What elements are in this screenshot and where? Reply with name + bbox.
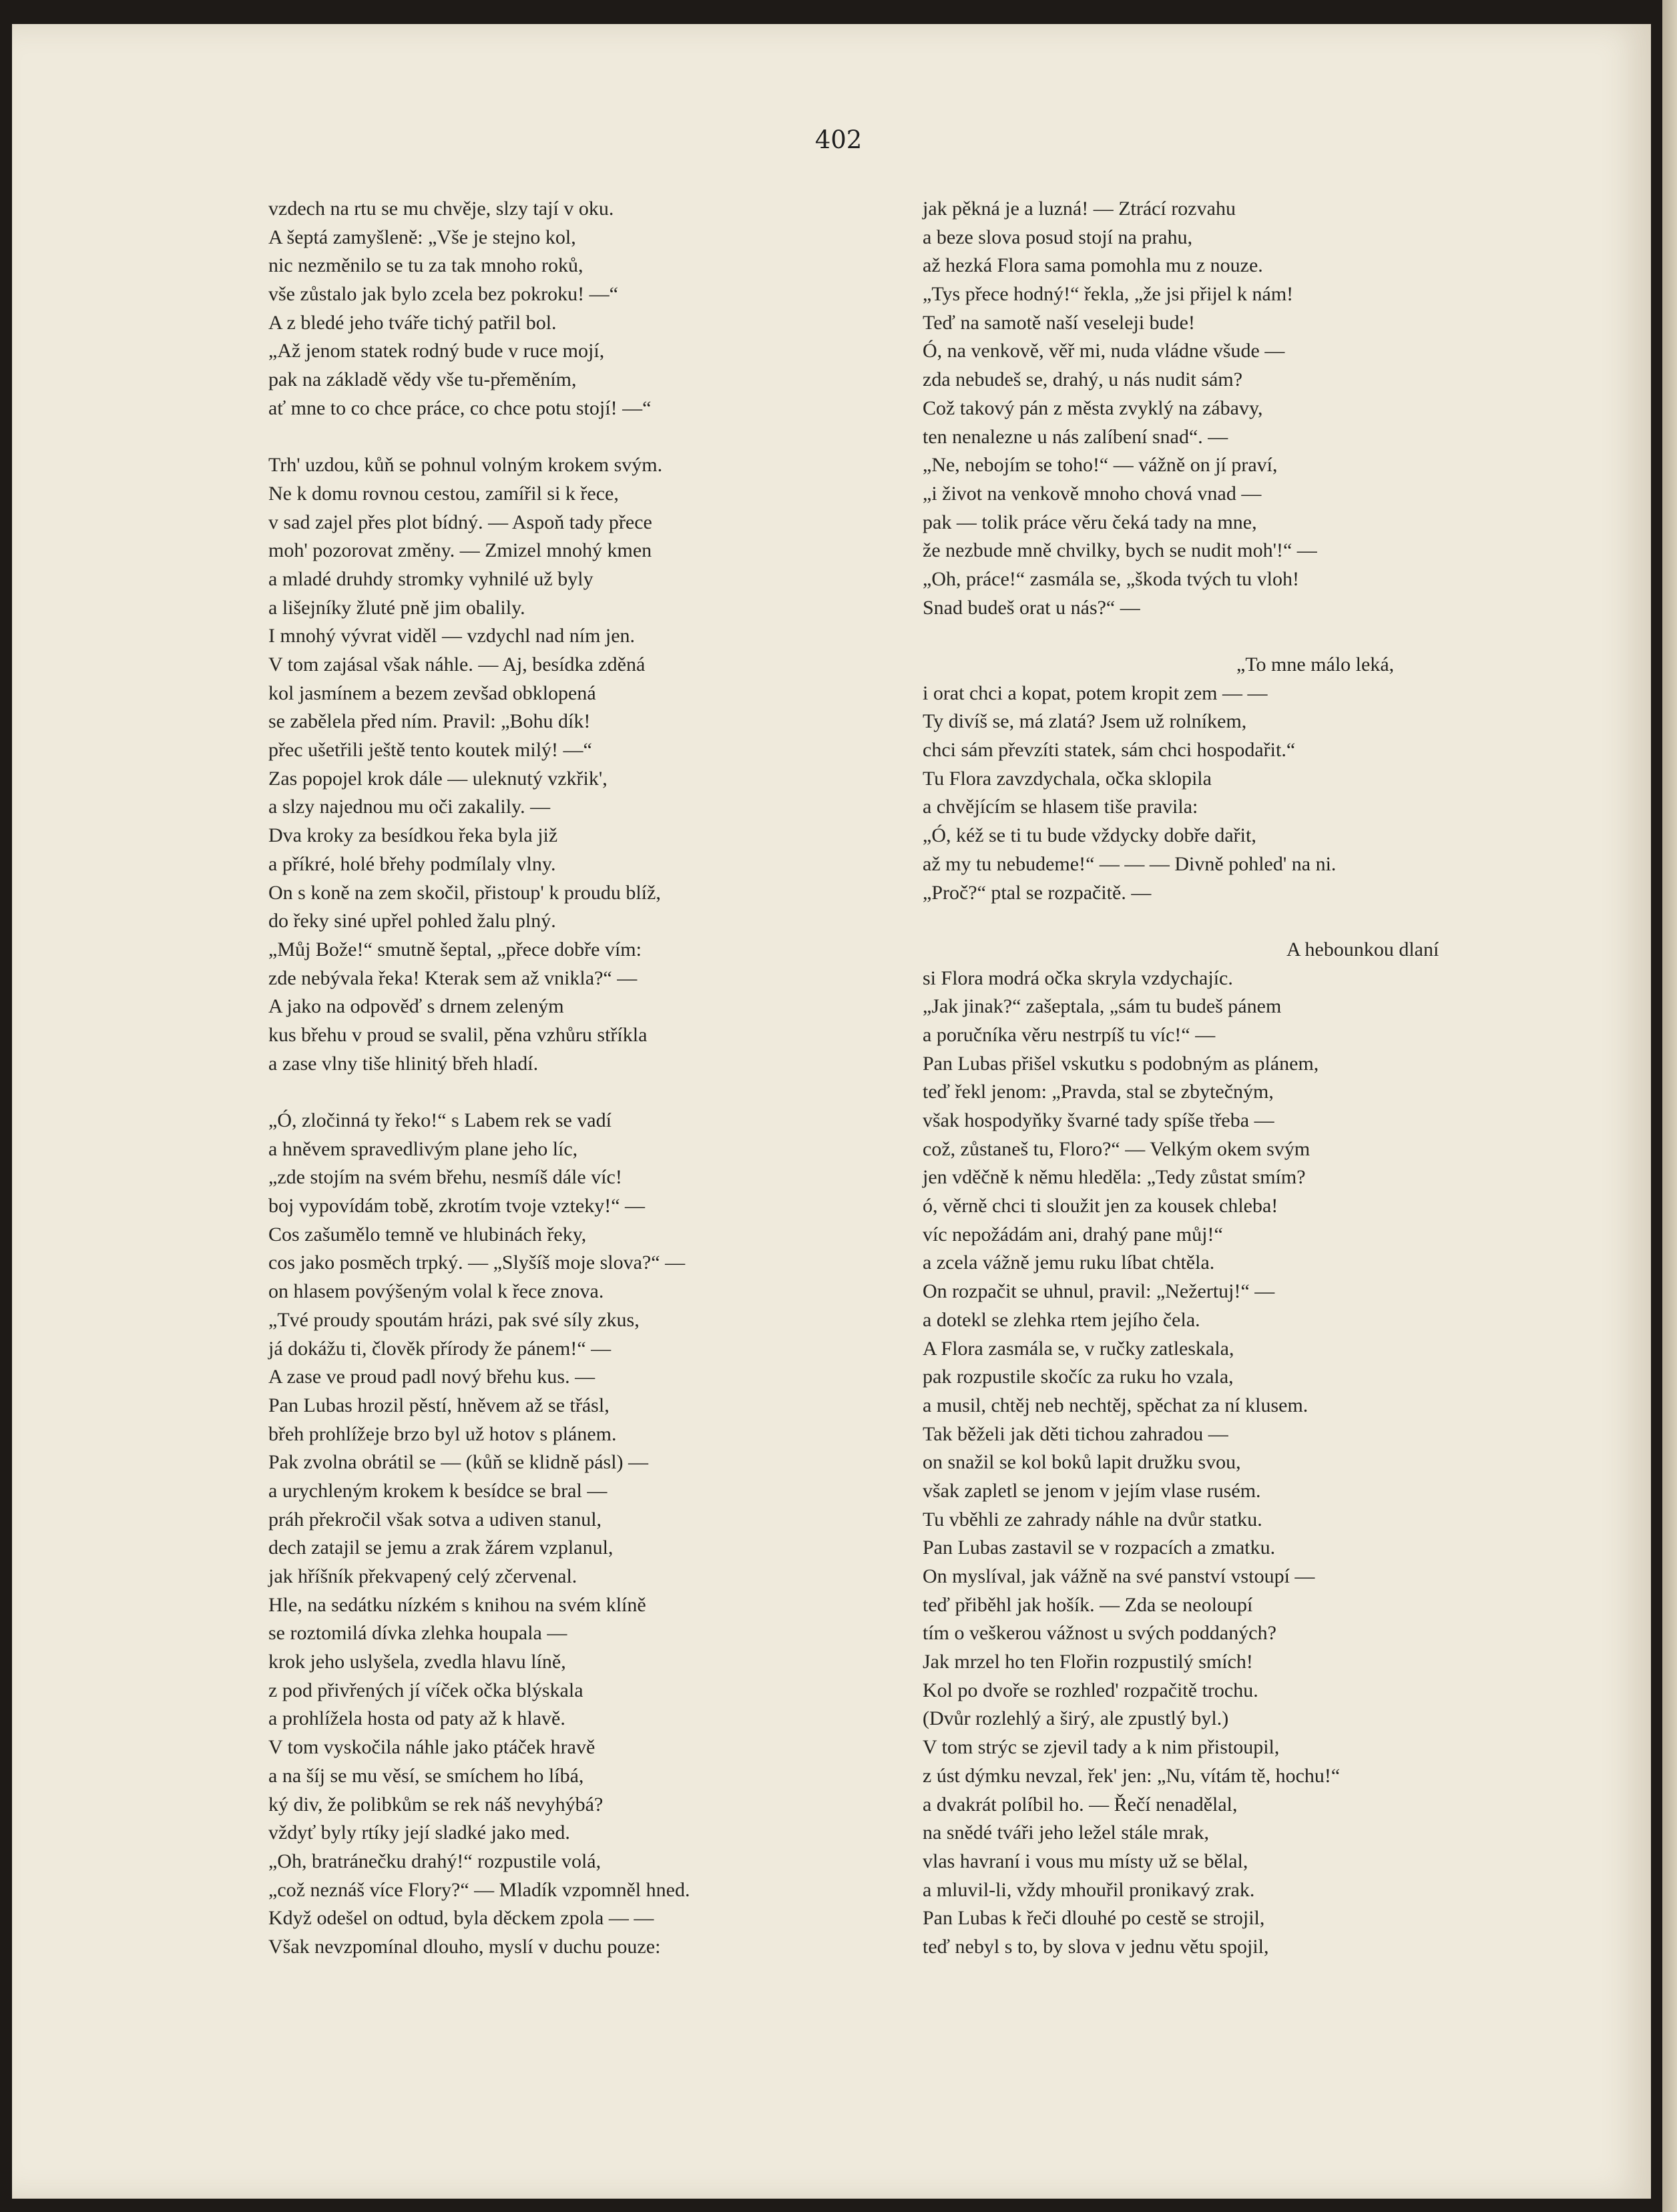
verse-line: A hebounkou dlaní (1286, 938, 1439, 960)
verse-line: A Flora zasmála se, v ručky zatleskala, (923, 1337, 1234, 1360)
verse-line: A z bledé jeho tváře tichý patřil bol. (268, 311, 557, 334)
verse-line: on snažil se kol boků lapit družku svou, (923, 1451, 1241, 1474)
verse-line: I mnohý vývrat viděl — vzdychl nad ním jen. (268, 625, 636, 647)
verse-line: teď přiběhl jak hošík. — Zda se neoloupí (923, 1593, 1253, 1616)
verse-line: Když odešel on odtud, byla děckem zpola — — (268, 1907, 654, 1930)
verse-line: Jak mrzel ho ten Flořin rozpustilý smích! (923, 1651, 1253, 1673)
verse-line: z úst dýmku nevzal, řek' jen: „Nu, vítám tě, hochu!“ (923, 1764, 1341, 1787)
verse-line: „Oh, práce!“ zasmála se, „škoda tvých tu vloh! (923, 567, 1299, 590)
verse-line: Snad budeš orat u nás?“ — (923, 596, 1140, 619)
verse-line: dech zatajil se jemu a zrak žárem vzplanul, (268, 1537, 614, 1559)
verse-line: pak — tolik práce věru čeká tady na mne, (923, 511, 1257, 533)
verse-line: „Jak jinak?“ zašeptala, „sám tu budeš pánem (923, 995, 1282, 1018)
stanza-break (923, 907, 1483, 936)
verse-line: „Tys přece hodný!“ řekla, „že jsi přijel k nám! (923, 283, 1294, 306)
verse-line: cos jako posměch trpký. — „Slyšíš moje slova?“ — (268, 1252, 686, 1274)
verse-line: a poručníka věru nestrpíš tu víc!“ — (923, 1023, 1216, 1046)
verse-line: On s koně na zem skočil, přistoup' k proudu blíž, (268, 881, 661, 904)
verse-line: až hezká Flora sama pomohla mu z nouze. (923, 254, 1263, 277)
verse-line: na snědé tváři jeho ležel stále mrak, (923, 1822, 1209, 1844)
verse-line: práh překročil však sotva a udiven stanul, (268, 1508, 602, 1531)
verse-line: On myslíval, jak vážně na své panství vstoupí — (923, 1565, 1315, 1587)
verse-line: V tom vyskočila náhle jako ptáček hravě (268, 1736, 595, 1759)
verse-line: Hle, na sedátku nízkém s knihou na svém klíně (268, 1593, 646, 1616)
verse-line: a mluvil-li, vždy mhouřil pronikavý zrak. (923, 1878, 1255, 1901)
verse-line: a dvakrát políbil ho. — Řečí nenadělal, (923, 1793, 1238, 1816)
verse-line: i orat chci a kopat, potem kropit zem — — (923, 681, 1268, 704)
verse-line: se roztomilá dívka zlehka houpala — (268, 1622, 567, 1645)
verse-line: kol jasmínem a bezem zevšad obklopená (268, 681, 596, 704)
verse-line: „Ne, nebojím se toho!“ — vážně on jí praví, (923, 454, 1278, 477)
verse-line: že nezbude mně chvilky, bych se nudit moh'!“ — (923, 539, 1317, 562)
verse-line: a příkré, holé břehy podmílaly vlny. (268, 852, 556, 875)
verse-line: já dokážu ti, člověk přírody že pánem!“ — (268, 1337, 612, 1360)
verse-line: ať mne to co chce práce, co chce potu stojí! —“ (268, 396, 652, 419)
verse-line: „i život na venkově mnoho chová vnad — (923, 482, 1262, 505)
verse-line: „což neznáš více Flory?“ — Mladík vzpomněl hned. (268, 1878, 690, 1901)
verse-line: Pan Lubas hrozil pěstí, hněvem až se třásl, (268, 1394, 610, 1416)
verse-line: a prohlížela hosta od paty až k hlavě. (268, 1707, 565, 1730)
verse-line: „Tvé proudy spoutám hrázi, pak své síly zkus, (268, 1308, 640, 1331)
verse-line: A jako na odpověď s drnem zeleným (268, 995, 564, 1018)
verse-line: Což takový pán z města zvyklý na zábavy, (923, 396, 1263, 419)
verse-line: moh' pozorovat změny. — Zmizel mnohý kmen (268, 539, 652, 562)
verse-line: „Ó, kéž se ti tu bude vždycky dobře dařit, (923, 824, 1256, 847)
verse-line: a na šíj se mu věsí, se smíchem ho líbá, (268, 1764, 584, 1787)
verse-line: a hněvem spravedlivým plane jeho líc, (268, 1137, 578, 1160)
stanza-break (268, 1078, 816, 1107)
verse-line: ký div, že polibkům se rek náš nevyhýbá? (268, 1793, 604, 1816)
stanza-break (923, 622, 1483, 651)
verse-line: vlas havraní i vous mu místy už se bělal, (923, 1850, 1248, 1872)
verse-line: vše zůstalo jak bylo zcela bez pokroku! —“ (268, 283, 618, 306)
verse-line: A zase ve proud padl nový břehu kus. — (268, 1366, 595, 1388)
verse-line: Ó, na venkově, věř mi, nuda vládne všude — (923, 340, 1285, 362)
verse-line: Pan Lubas přišel vskutku s podobným as plánem, (923, 1052, 1319, 1075)
verse-line: ó, věrně chci ti sloužit jen za kousek chleba! (923, 1195, 1278, 1217)
verse-line: až my tu nebudeme!“ — — — Divně pohled' na ni. (923, 852, 1337, 875)
verse-line: Zas popojel krok dále — uleknutý vzkřik', (268, 767, 608, 790)
verse-line: nic nezměnilo se tu za tak mnoho roků, (268, 254, 583, 277)
verse-line: a beze slova posud stojí na prahu, (923, 226, 1193, 248)
verse-line: a zcela vážně jemu ruku líbat chtěla. (923, 1252, 1215, 1274)
verse-line: a lišejníky žluté pně jim obalily. (268, 596, 525, 619)
verse-line: Dva kroky za besídkou řeka byla již (268, 824, 558, 847)
verse-line: vždyť byly rtíky její sladké jako med. (268, 1822, 570, 1844)
page-number: 402 (814, 125, 863, 154)
verse-line: jen vděčně k němu hleděla: „Tedy zůstat smím? (923, 1166, 1306, 1189)
verse-line: boj vypovídám tobě, zkrotím tvoje vzteky!“ — (268, 1195, 646, 1217)
verse-line: zda nebudeš se, drahý, u nás nudit sám? (923, 368, 1243, 391)
verse-line: v sad zajel přes plot bídný. — Aspoň tady přece (268, 511, 652, 533)
verse-line: víc nepožádám ani, drahý pane můj!“ (923, 1223, 1223, 1246)
verse-line: Pan Lubas zastavil se v rozpacích a zmatku. (923, 1537, 1276, 1559)
verse-line: Pan Lubas k řeči dlouhé po cestě se strojil, (923, 1907, 1265, 1930)
verse-line: V tom zajásal však náhle. — Aj, besídka zděná (268, 653, 646, 675)
verse-line: Však nevzpomínal dlouho, myslí v duchu pouze: (268, 1935, 661, 1958)
page-edge (1662, 0, 1677, 2212)
verse-line: Tu vběhli ze zahrady náhle na dvůr statku. (923, 1508, 1262, 1531)
verse-line: Ne k domu rovnou cestou, zamířil si k řece, (268, 482, 619, 505)
verse-line: se zabělela před ním. Pravil: „Bohu dík! (268, 710, 591, 733)
verse-line: břeh prohlížeje brzo byl už hotov s plánem. (268, 1422, 617, 1445)
verse-line: a urychleným krokem k besídce se bral — (268, 1479, 608, 1502)
verse-line: do řeky siné upřel pohled žalu plný. (268, 910, 556, 932)
verse-line: a dotekl se zlehka rtem jejího čela. (923, 1308, 1200, 1331)
verse-line: a slzy najednou mu oči zakalily. — (268, 796, 551, 818)
verse-line: V tom strýc se zjevil tady a k nim přistoupil, (923, 1736, 1280, 1759)
verse-line: pak rozpustile skočíc za ruku ho vzala, (923, 1366, 1234, 1388)
verse-line: „zde stojím na svém břehu, nesmíš dále víc! (268, 1166, 622, 1189)
verse-line: on hlasem povýšeným volal k řece znova. (268, 1280, 604, 1303)
left-column (268, 195, 816, 1962)
verse-line: „Ó, zločinná ty řeko!“ s Labem rek se vadí (268, 1109, 612, 1131)
verse-line: „Můj Bože!“ smutně šeptal, „přece dobře vím: (268, 938, 642, 960)
verse-line: jak pěkná je a luzná! — Ztrácí rozvahu (923, 198, 1236, 220)
verse-line: „To mne málo leká, (1236, 653, 1395, 675)
stanza-break (268, 423, 816, 452)
verse-line: Tu Flora zavzdychala, očka sklopila (923, 767, 1212, 790)
verse-line: zde nebývala řeka! Kterak sem až vnikla?“ — (268, 966, 638, 989)
verse-line: teď nebyl s to, by slova v jednu větu spojil, (923, 1935, 1269, 1958)
verse-line: Trh' uzdou, kůň se pohnul volným krokem svým. (268, 454, 663, 477)
verse-line: však hospodyňky švarné tady spíše třeba — (923, 1109, 1274, 1131)
verse-line: a zase vlny tiše hlinitý břeh hladí. (268, 1052, 539, 1075)
verse-line: (Dvůr rozlehlý a širý, ale zpustlý byl.) (923, 1707, 1229, 1730)
verse-line: a mladé druhdy stromky vyhnilé už byly (268, 567, 593, 590)
verse-line: a chvějícím se hlasem tiše pravila: (923, 796, 1198, 818)
verse-line: Pak zvolna obrátil se — (kůň se klidně pásl) — (268, 1451, 649, 1474)
verse-line: vzdech na rtu se mu chvěje, slzy tají v oku. (268, 198, 614, 220)
verse-line: krok jeho uslyšela, zvedla hlavu líně, (268, 1651, 566, 1673)
verse-line: „Až jenom statek rodný bude v ruce mojí, (268, 340, 605, 362)
verse-line: teď řekl jenom: „Pravda, stal se zbytečným, (923, 1081, 1274, 1103)
verse-line: „Oh, bratránečku drahý!“ rozpustile volá, (268, 1850, 602, 1872)
verse-line: však zapletl se jenom v jejím vlase rusém. (923, 1479, 1261, 1502)
verse-line: Tak běželi jak děti tichou zahradou — (923, 1422, 1228, 1445)
verse-line: a musil, chtěj neb nechtěj, spěchat za ní klusem. (923, 1394, 1308, 1416)
verse-line: jak hříšník překvapený celý zčervenal. (268, 1565, 577, 1587)
verse-line: si Flora modrá očka skryla vzdychajíc. (923, 966, 1233, 989)
verse-line: tím o veškerou vážnost u svých poddaných? (923, 1622, 1276, 1645)
verse-line: A šeptá zamyšleně: „Vše je stejno kol, (268, 226, 576, 248)
verse-line: chci sám převzíti statek, sám chci hospodařit.“ (923, 739, 1296, 762)
verse-line: Cos zašumělo temně ve hlubinách řeky, (268, 1223, 587, 1246)
verse-line: přec ušetřili ještě tento koutek milý! —“ (268, 739, 592, 762)
verse-line: pak na základě vědy vše tu-přeměním, (268, 368, 577, 391)
verse-line: Ty divíš se, má zlatá? Jsem už rolníkem, (923, 710, 1247, 733)
verse-line: ten nenalezne u nás zalíbení snad“. — (923, 425, 1228, 448)
verse-line: což, zůstaneš tu, Floro?“ — Velkým okem svým (923, 1137, 1310, 1160)
verse-line: „Proč?“ ptal se rozpačitě. — (923, 881, 1152, 904)
verse-line: Kol po dvoře se rozhled' rozpačitě trochu. (923, 1679, 1258, 1701)
verse-line: Teď na samotě naší veseleji bude! (923, 311, 1195, 334)
verse-line: kus břehu v proud se svalil, pěna vzhůru stříkla (268, 1023, 648, 1046)
verse-line: z pod přivřených jí víček očka blýskala (268, 1679, 583, 1701)
right-column (923, 195, 1483, 1962)
verse-line: On rozpačit se uhnul, pravil: „Nežertuj!“ — (923, 1280, 1275, 1303)
